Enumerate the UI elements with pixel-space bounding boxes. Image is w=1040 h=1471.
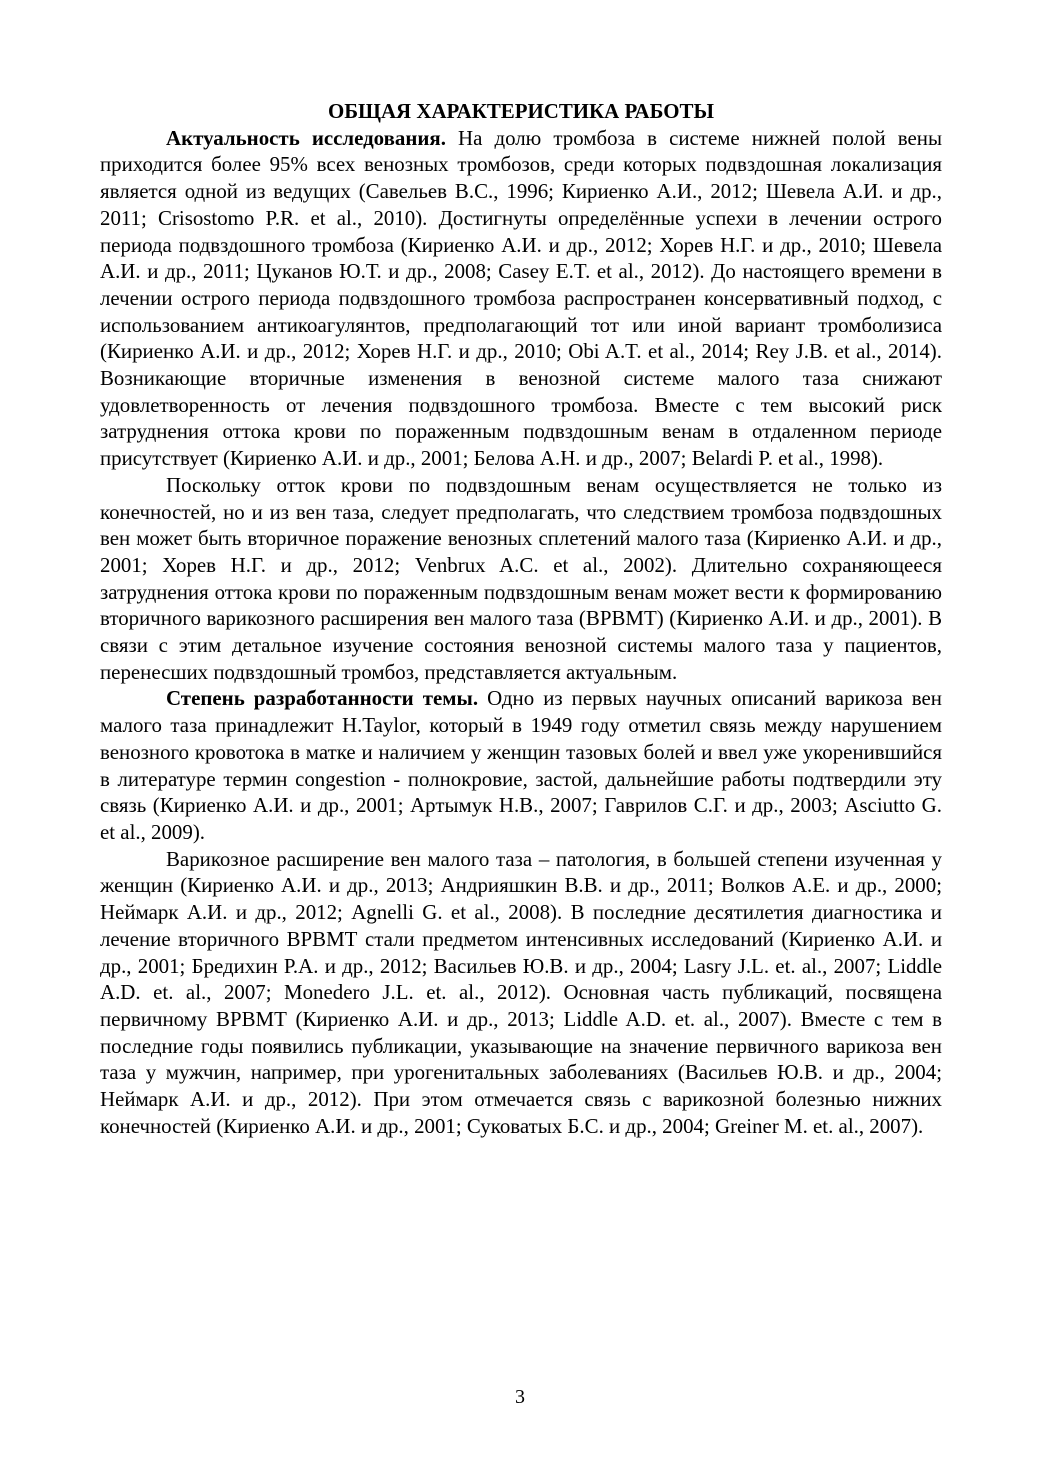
paragraph-relevance [100,125,942,472]
paragraph-varicose [100,846,942,1140]
paragraph-text: Поскольку отток крови по подвздошным венам осуществляется не только из конечностей, но и из вен таза, следует предполагать, что следствием тромбоза подвздошных вен может быть вторичное поражение венозных сплетений малого таза (Кириенко А.И. и др., 2001; Хорев Н.Г. и др., 2012; Venbrux A.C. et al., 2002). Длительно сохраняющееся затруднения оттока крови по пораженным подвздошным венам может вести к формированию вторичного варикозного расширения вен малого таза (ВРВМТ) (Кириенко А.И. и др., 2001). В связи с этим детальное изучение состояния венозной системы малого таза у пациентов, перенесших подвздошный тромбоз, представляется актуальным. [100,472,942,684]
paragraph-text: Одно из первых научных описаний варикоза вен малого таза принадлежит H.Taylor, который в 1949 году отметил связь между нарушением венозного кровотока в матке и наличием у женщин тазовых болей и ввел уже укоренившийся в литературе термин congestion - полнокровие, застой, дальнейшие работы подтвердили эту связь (Кириенко А.И. и др., 2001; Артымук Н.В., 2007; Гаврилов С.Г. и др., 2003; Asciutto G. et al., 2009). [100,686,942,844]
page-number: 3 [515,1386,525,1408]
paragraph-text: Варикозное расширение вен малого таза – патология, в большей степени изученная у женщин (Кириенко А.И. и др., 2013; Андрияшкин В.В. и др., 2011; Волков А.Е. и др., 2000; Неймарк А.И. и др., 2012; Agnelli G. et al., 2008). В последние десятилетия диагностика и лечение вторичного ВРВМТ стали предметом интенсивных исследований (Кириенко А.И. и др., 2001; Бредихин Р.А. и др., 2012; Васильев Ю.В. и др., 2004; Lasry J.L. et. al., 2007; Liddle A.D. et. al., 2007; Monedero J.L. et. al., 2012). Основная часть публикаций, посвящена первичному ВРВМТ (Кириенко А.И. и др., 2013; Liddle A.D. et. al., 2007). Вместе с тем в последние годы появились публикации, указывающие на значение первичного варикоза вен таза у мужчин, например, при урогенитальных заболеваниях (Васильев Ю.В. и др., 2004; Неймарк А.И. и др., 2012). При этом отмечается связь с варикозной болезнью нижних конечностей (Кириенко А.И. и др., 2001; Суковатых Б.С. и др., 2004; Greiner M. et. al., 2007). [100,846,942,1138]
section-heading: ОБЩАЯ ХАРАКТЕРИСТИКА РАБОТЫ [327,99,715,123]
document-page [100,98,942,1139]
paragraph-outflow [100,472,942,686]
paragraph-lead: Степень разработанности темы. [166,686,479,711]
paragraph-development-degree [100,685,942,845]
paragraph-text: На долю тромбоза в системе нижней полой вены приходится более 95% всех венозных тромбозов, среди которых подвздошная локализация является одной из ведущих (Савельев В.С., 1996; Кириенко А.И., 2012; Шевела А.И. и др., 2011; Crisostomo P.R. et al., 2010). Достигнуты определённые успехи в лечении острого периода подвздошного тромбоза (Кириенко А.И. и др., 2012; Хорев Н.Г. и др., 2010; Шевела А.И. и др., 2011; Цуканов Ю.Т. и др., 2008; Casey E.T. et al., 2012). До настоящего времени в лечении острого периода подвздошного тромбоза распространен консервативный подход, с использованием антикоагулянтов, предполагающий тот или иной вариант тромболизиса (Кириенко А.И. и др., 2012; Хорев Н.Г. и др., 2010; Obi A.T. et al., 2014; Rey J.B. et al., 2014). Возникающие вторичные изменения в венозной системе малого таза снижают удовлетворенность от лечения подвздошного тромбоза. Вместе с тем высокий риск затруднения оттока крови по пораженным подвздошным венам в отдаленном периоде присутствует (Кириенко А.И. и др., 2001; Белова А.Н. и др., 2007; Belardi P. et al., 1998). [100,125,943,471]
paragraph-lead: Актуальность исследования. [166,125,446,150]
